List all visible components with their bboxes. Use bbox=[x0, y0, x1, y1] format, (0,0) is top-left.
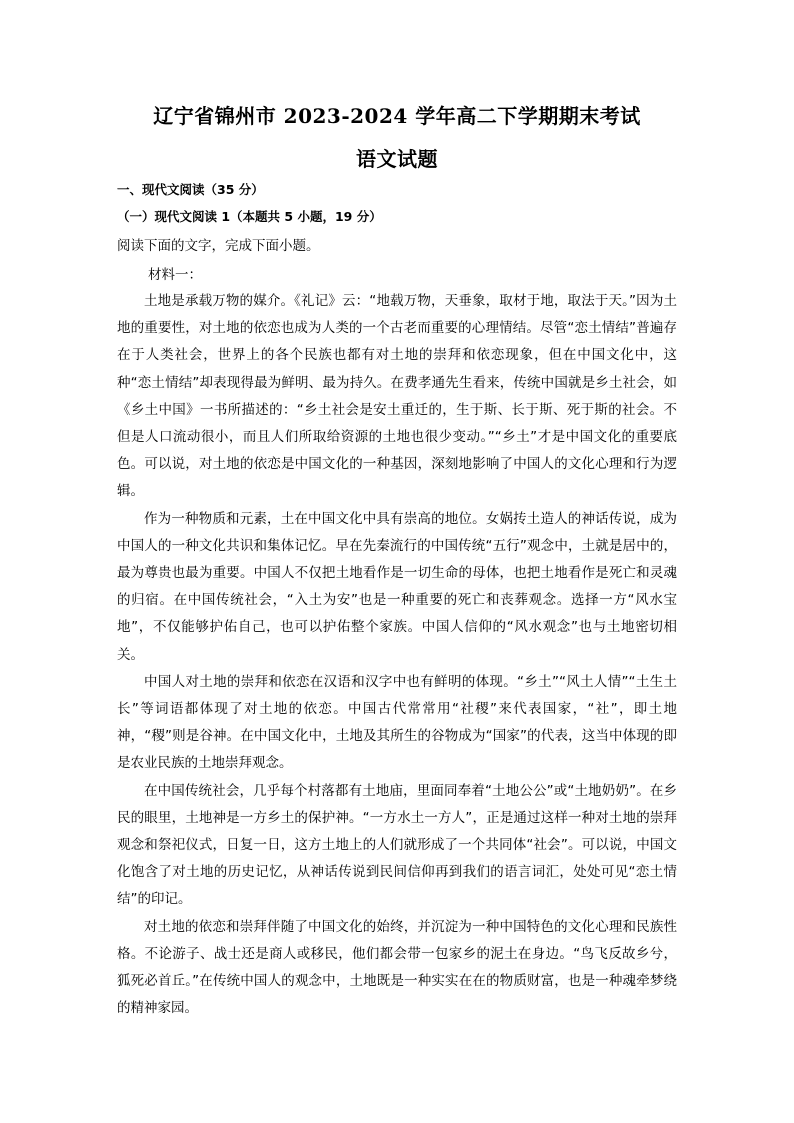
section-heading: 一、现代文阅读（35 分） bbox=[117, 182, 264, 197]
material-label: 材料一： bbox=[148, 267, 202, 283]
subsection-heading: （一）现代文阅读 1（本题共 5 小题，19 分） bbox=[117, 209, 382, 224]
document-title: 辽宁省锦州市 2023-2024 学年高二下学期期末考试 bbox=[153, 104, 641, 128]
instruction-text: 阅读下面的文字，完成下面小题。 bbox=[117, 238, 320, 254]
paragraph: 中国人对土地的崇拜和依恋在汉语和汉字中也有鲜明的体现。“乡土”“风土人情”“土生土长”等词语都体现了对土地的依恋。中国古代常常用“社稷”来代表国家，“社”，即土地神，“稷”则是谷神。在中国文化中，土地及其所生的谷物成为“国家”的代表，这当中体现的即是农业民族的土地崇拜观念。 bbox=[117, 673, 677, 772]
paragraph: 土地是承载万物的媒介。《礼记》云：“地载万物，天垂象，取材于地，取法于天。”因为土地的重要性，对土地的依恋也成为人类的一个古老而重要的心理情结。尽管“恋土情结”普遍存在于人类社会，世界上的各个民族也都有对土地的崇拜和依恋现象，但在中国文化中，这种“恋土情结”却表现得最为鲜明、最为持久。在费孝通先生看来，传统中国就是乡土社会，如《乡土中国》一书所描述的：“乡土社会是安土重迁的，生于斯、长于斯、死于斯的社会。不但是人口流动很小，而且人们所取给资源的土地也很少变动。”“乡土”才是中国文化的重要底色。可以说，对土地的依恋是中国文化的一种基因，深刻地影响了中国人的文化心理和行为逻辑。 bbox=[117, 293, 677, 500]
paragraph: 作为一种物质和元素，土在中国文化中具有崇高的地位。女娲抟土造人的神话传说，成为中国人的一种文化共识和集体记忆。早在先秦流行的中国传统“五行”观念中，土就是居中的，最为尊贵也最为重要。中国人不仅把土地看作是一切生命的母体，也把土地看作是死亡和灵魂的归宿。在中国传统社会，“入土为安”也是一种重要的死亡和丧葬观念。选择一方“风水宝地”，不仅能够护佑自己，也可以护佑整个家族。中国人信仰的“风水观念”也与土地密切相关。 bbox=[117, 510, 677, 663]
document-subtitle: 语文试题 bbox=[356, 147, 438, 171]
article-body bbox=[117, 288, 677, 1022]
paragraph: 对土地的依恋和崇拜伴随了中国文化的始终，并沉淀为一种中国特色的文化心理和民族性格。不论游子、战士还是商人或移民，他们都会带一包家乡的泥土在身边。“鸟飞反故乡兮，狐死必首丘。”在传统中国人的观念中，土地既是一种实实在在的物质财富，也是一种魂牵梦绕的精神家园。 bbox=[117, 918, 677, 1017]
paragraph: 在中国传统社会，几乎每个村落都有土地庙，里面同奉着“土地公公”或“土地奶奶”。在乡民的眼里，土地神是一方乡土的保护神。“一方水土一方人”，正是通过这样一种对土地的崇拜观念和祭祀仪式，日复一日，这方土地上的人们就形成了一个共同体“社会”。可以说，中国文化饱含了对土地的历史记忆，从神话传说到民间信仰再到我们的语言词汇，处处可见“恋土情结”的印记。 bbox=[117, 782, 677, 908]
